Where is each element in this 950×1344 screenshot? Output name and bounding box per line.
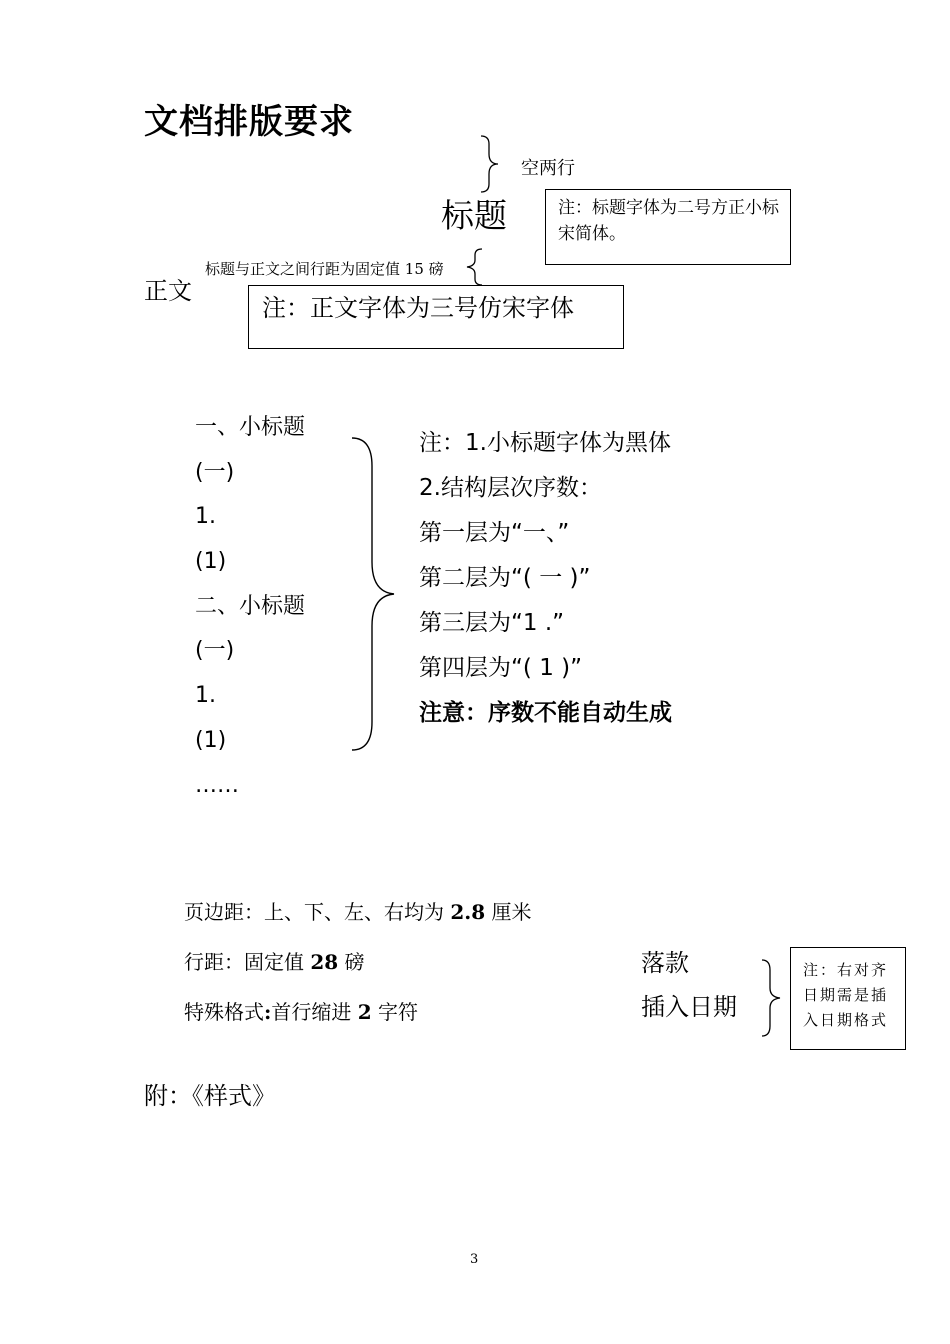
indent-spec bbox=[184, 996, 418, 1025]
level-item: 1. bbox=[195, 504, 216, 530]
heading-format-notes bbox=[419, 425, 672, 740]
heading-note-line: 第四层为“( 1 )” bbox=[419, 655, 583, 681]
title-body-spacing-note: 标题与正文之间行距为固定值 15 磅 bbox=[205, 260, 444, 278]
indent-spec-value: 2 bbox=[357, 1000, 372, 1024]
body-font-note: 注：正文字体为三号仿宋字体 bbox=[248, 285, 624, 349]
level-item: …… bbox=[195, 772, 239, 798]
title-sample: 标题 bbox=[441, 196, 507, 235]
heading-note-line: 第二层为“( 一 )” bbox=[419, 565, 591, 591]
indent-spec-unit: 字符 bbox=[371, 1000, 419, 1024]
brace-spacing-icon bbox=[464, 247, 484, 287]
line-spacing-label: 行距：固定值 bbox=[184, 950, 311, 974]
title-font-note: 注：标题字体为二号方正小标宋简体。 bbox=[545, 189, 791, 265]
brace-blank-lines-icon bbox=[478, 134, 502, 194]
margin-spec bbox=[184, 896, 532, 925]
level-item: (一) bbox=[195, 459, 235, 485]
level-item: (1) bbox=[195, 727, 227, 753]
document-title: 文档排版要求 bbox=[144, 102, 354, 142]
page-number: 3 bbox=[470, 1252, 479, 1267]
numbering-warning: 注意：序数不能自动生成 bbox=[419, 700, 672, 726]
brace-heading-levels-icon bbox=[350, 436, 396, 752]
indent-spec-text: 首行缩进 bbox=[271, 1000, 358, 1024]
level-item: 二、小标题 bbox=[195, 593, 306, 619]
line-spacing-unit: 磅 bbox=[338, 950, 365, 974]
indent-spec-label: 特殊格式 bbox=[184, 1000, 264, 1024]
line-spacing-value: 28 bbox=[310, 950, 339, 974]
level-item: (1) bbox=[195, 549, 227, 575]
heading-level-list bbox=[195, 409, 305, 811]
appendix-line: 附：《样式》 bbox=[144, 1082, 276, 1110]
line-spacing-spec bbox=[184, 946, 365, 975]
heading-note-line: 第一层为“一、” bbox=[419, 520, 570, 546]
margin-spec-value: 2.8 bbox=[450, 900, 486, 924]
date-format-note: 注：右对齐日期需是插入日期格式 bbox=[790, 947, 906, 1050]
margin-spec-unit: 厘米 bbox=[485, 900, 532, 924]
margin-spec-label: 页边距：上、下、左、右均为 bbox=[184, 900, 451, 924]
heading-note-line: 2.结构层次序数： bbox=[419, 475, 602, 501]
heading-note-line: 注：1.小标题字体为黑体 bbox=[419, 430, 671, 456]
brace-date-icon bbox=[760, 958, 784, 1038]
heading-note-line: 第三层为“1 .” bbox=[419, 610, 565, 636]
level-item: 1. bbox=[195, 683, 216, 709]
signature-sample: 落款 bbox=[641, 949, 689, 977]
body-sample: 正文 bbox=[144, 277, 192, 305]
level-item: (一) bbox=[195, 638, 235, 664]
indent-spec-colon: : bbox=[264, 1000, 272, 1024]
level-item: 一、小标题 bbox=[195, 415, 306, 440]
date-sample: 插入日期 bbox=[641, 993, 737, 1021]
blank-lines-note: 空两行 bbox=[521, 158, 575, 179]
